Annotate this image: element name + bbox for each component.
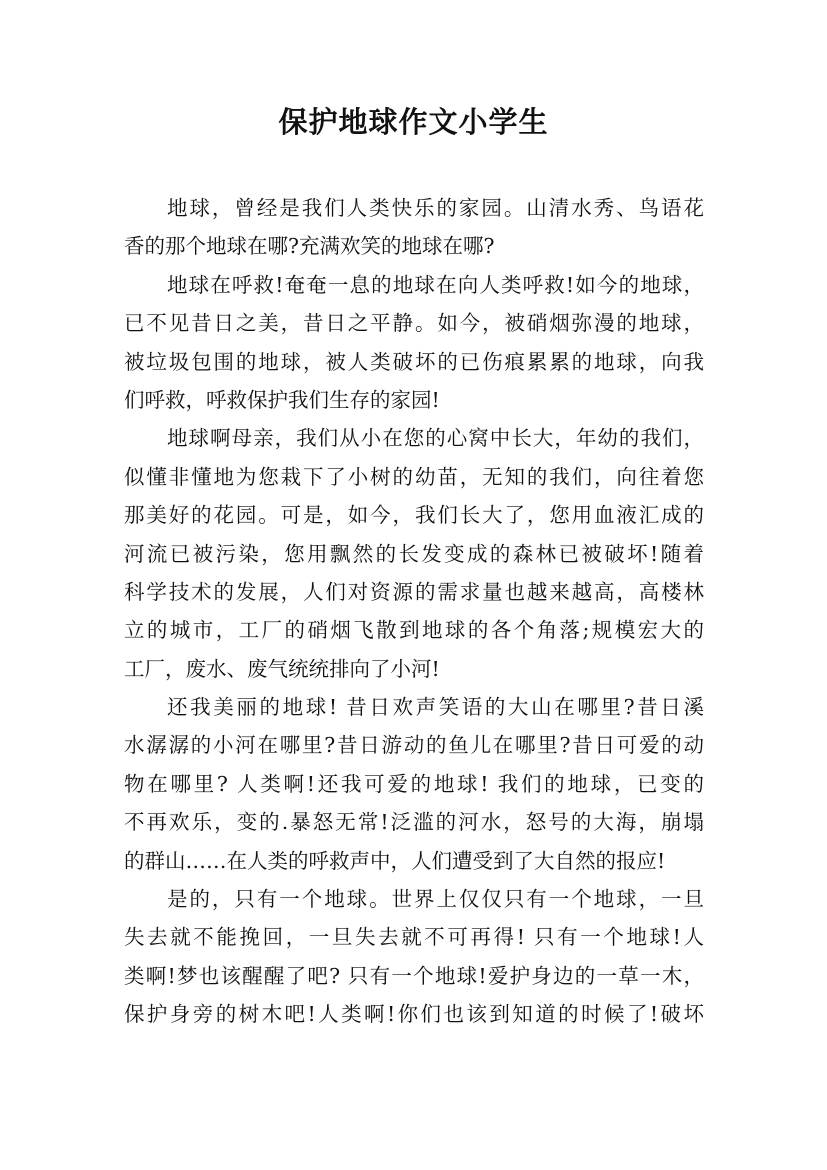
text-line: 不再欢乐，变的.暴怒无常!泛滥的河水，怒号的大海，崩塌	[124, 810, 704, 835]
text-line: 失去就不能挽回，一旦失去就不可再得! 只有一个地球!人	[124, 925, 704, 950]
paragraph	[124, 266, 704, 420]
text-line: 工厂，废水、废气统统排向了小河!	[124, 656, 440, 681]
paragraph	[124, 688, 704, 880]
text-line: 立的城市，工厂的硝烟飞散到地球的各个角落;规模宏大的	[124, 618, 704, 643]
text-line: 被垃圾包围的地球，被人类破坏的已伤痕累累的地球，向我	[124, 349, 704, 374]
text-line: 还我美丽的地球! 昔日欢声笑语的大山在哪里?昔日溪	[167, 695, 704, 720]
paragraph	[124, 189, 704, 266]
text-line: 科学技术的发展，人们对资源的需求量也越来越高，高楼林	[124, 579, 704, 604]
paragraph	[124, 419, 704, 688]
text-line: 地球在呼救!奄奄一息的地球在向人类呼救!如今的地球，	[167, 272, 704, 297]
text-line: 物在哪里? 人类啊!还我可爱的地球! 我们的地球，已变的	[124, 771, 704, 796]
text-line: 保护身旁的树木吧!人类啊!你们也该到知道的时候了!破坏	[124, 1002, 704, 1027]
text-line: 香的那个地球在哪?充满欢笑的地球在哪?	[124, 234, 495, 259]
paragraph	[124, 880, 704, 1034]
document-title: 保护地球作文小学生	[278, 105, 549, 139]
text-line: 已不见昔日之美，昔日之平静。如今，被硝烟弥漫的地球，	[124, 311, 704, 336]
document-body	[124, 189, 704, 1034]
text-line: 似懂非懂地为您栽下了小树的幼苗，无知的我们，向往着您	[124, 464, 704, 489]
text-line: 那美好的花园。可是，如今，我们长大了，您用血液汇成的	[124, 503, 704, 528]
text-line: 类啊!梦也该醒醒了吧? 只有一个地球!爱护身边的一草一木，	[124, 963, 704, 988]
text-line: 是的，只有一个地球。世界上仅仅只有一个地球，一旦	[167, 887, 704, 912]
text-line: 河流已被污染，您用飘然的长发变成的森林已被破坏!随着	[124, 541, 704, 566]
text-line: 地球，曾经是我们人类快乐的家园。山清水秀、鸟语花	[167, 196, 704, 220]
text-line: 地球啊母亲，我们从小在您的心窝中长大，年幼的我们，	[167, 426, 704, 451]
text-line: 的群山……在人类的呼救声中，人们遭受到了大自然的报应!	[124, 848, 666, 873]
text-line: 水潺潺的小河在哪里?昔日游动的鱼儿在哪里?昔日可爱的动	[124, 733, 704, 758]
text-line: 们呼救，呼救保护我们生存的家园!	[124, 387, 440, 412]
